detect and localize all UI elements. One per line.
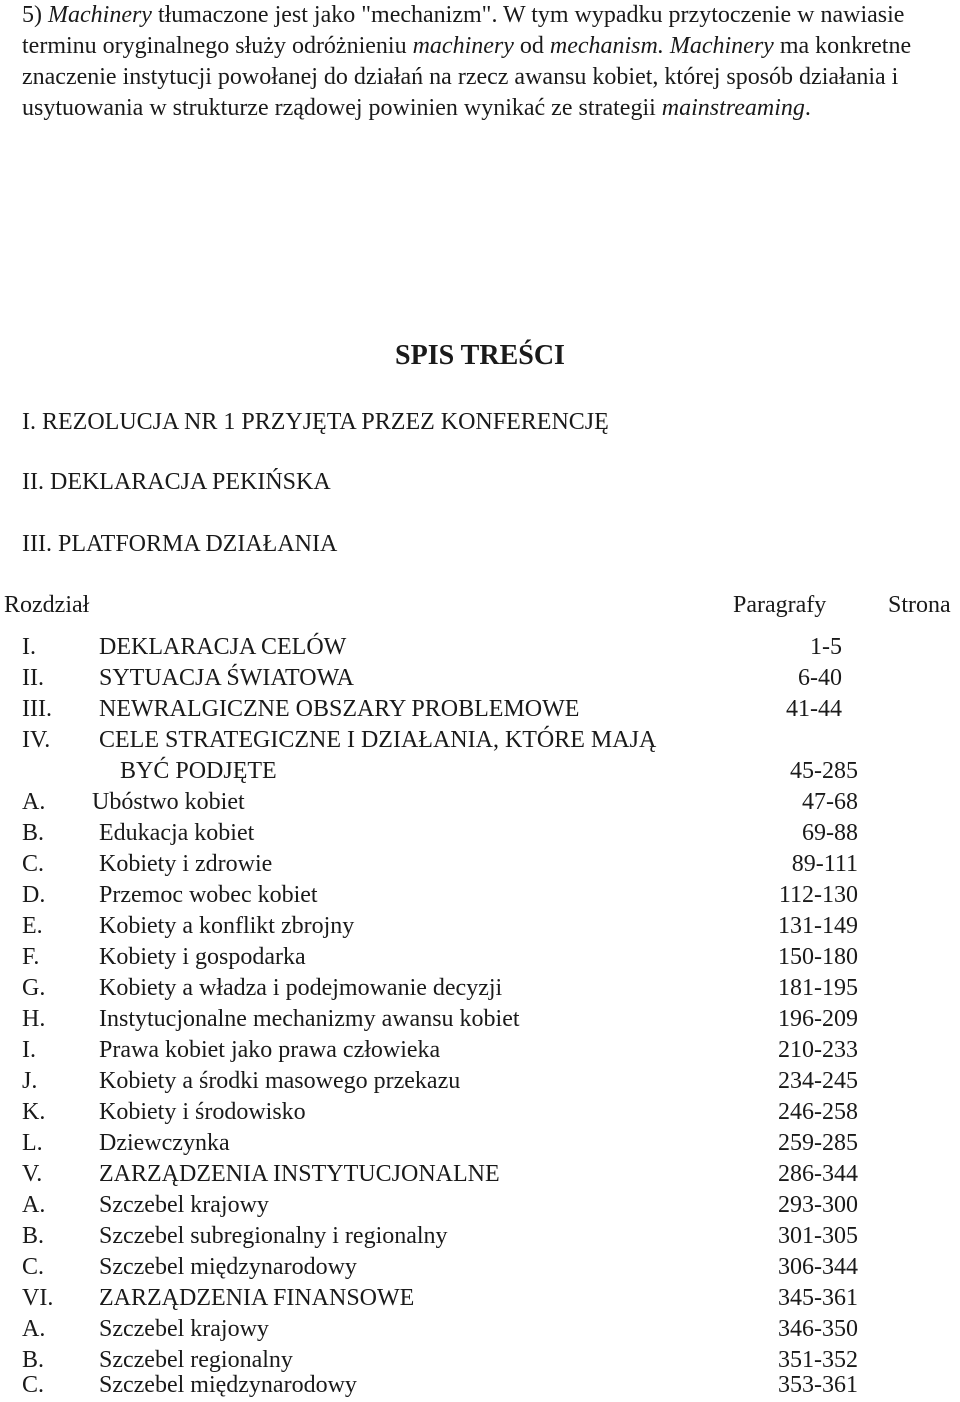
footnote-text: od (513, 33, 550, 59)
row-title: Szczebel międzynarodowy (99, 1372, 357, 1398)
row-paragraphs: 293-300 (778, 1192, 858, 1218)
row-number: B. (22, 1223, 45, 1249)
footnote-number: 5) (22, 2, 42, 28)
row-title: ZARZĄDZENIA FINANSOWE (99, 1285, 415, 1311)
row-title: ZARZĄDZENIA INSTYTUCJONALNE (99, 1161, 500, 1187)
toc-part-1: I. REZOLUCJA NR 1 PRZYJĘTA PRZEZ KONFERENCJĘ (22, 409, 609, 435)
row-title: Szczebel regionalny (99, 1347, 293, 1373)
footnote-text: . (804, 95, 811, 121)
row-number: B. (22, 820, 45, 846)
row-number: D. (22, 882, 46, 908)
footnote-text: tłumaczone jest jako "mechanizm". W tym wypadku przytoczenie w nawiasie terminu oryginalnego służy odróżnieniu (22, 2, 905, 59)
toc-row (0, 1314, 960, 1345)
row-number: A. (22, 1192, 46, 1218)
row-paragraphs: 131-149 (778, 913, 858, 939)
row-number: J. (22, 1068, 38, 1094)
row-paragraphs: 150-180 (778, 944, 858, 970)
row-number: VI. (22, 1285, 54, 1311)
toc-row (0, 1283, 960, 1314)
row-number: B. (22, 1347, 45, 1373)
row-number: V. (22, 1161, 43, 1187)
row-title: Instytucjonalne mechanizmy awansu kobiet (99, 1006, 520, 1032)
row-title: Kobiety a środki masowego przekazu (99, 1068, 461, 1094)
row-paragraphs: 47-68 (802, 789, 858, 815)
row-paragraphs: 346-350 (778, 1316, 858, 1342)
row-paragraphs: 210-233 (778, 1037, 858, 1063)
row-title: BYĆ PODJĘTE (120, 758, 277, 784)
row-paragraphs: 234-245 (778, 1068, 858, 1094)
row-title: CELE STRATEGICZNE I DZIAŁANIA, KTÓRE MAJĄ (99, 727, 657, 753)
row-number: I. (22, 634, 36, 660)
term-mainstreaming: mainstreaming (661, 95, 805, 121)
row-paragraphs: 259-285 (778, 1130, 858, 1156)
row-paragraphs: 89-111 (791, 851, 858, 877)
row-paragraphs: 45-285 (790, 758, 858, 784)
term-machinery: Machinery (669, 33, 774, 59)
row-title: Kobiety a konflikt zbrojny (99, 913, 355, 939)
toc-row (0, 973, 960, 1004)
row-title: Szczebel subregionalny i regionalny (99, 1223, 448, 1249)
toc-row (0, 1128, 960, 1159)
row-title: Kobiety i środowisko (99, 1099, 306, 1125)
toc-row (0, 849, 960, 880)
row-title: Szczebel międzynarodowy (99, 1254, 357, 1280)
row-paragraphs: 112-130 (778, 882, 858, 908)
toc-part-2: II. DEKLARACJA PEKIŃSKA (22, 469, 331, 495)
row-number: C. (22, 1372, 45, 1398)
toc-row (0, 1097, 960, 1128)
row-number: A. (22, 789, 46, 815)
row-paragraphs: 41-44 (786, 696, 842, 722)
row-paragraphs: 286-344 (778, 1161, 858, 1187)
toc-row (0, 1035, 960, 1066)
term-machinery: machinery (412, 33, 514, 59)
row-title: Prawa kobiet jako prawa człowieka (99, 1037, 441, 1063)
row-paragraphs: 1-5 (810, 634, 842, 660)
row-paragraphs: 6-40 (798, 665, 842, 691)
row-number: II. (22, 665, 44, 691)
toc-row (0, 942, 960, 973)
toc-row (0, 1159, 960, 1190)
row-paragraphs: 246-258 (778, 1099, 858, 1125)
row-number: I. (22, 1037, 36, 1063)
row-number: G. (22, 975, 46, 1001)
row-title: Kobiety a władza i podejmowanie decyzji (99, 975, 503, 1001)
row-title: Edukacja kobiet (99, 820, 255, 846)
toc-row (0, 880, 960, 911)
row-title: NEWRALGICZNE OBSZARY PROBLEMOWE (99, 696, 580, 722)
row-paragraphs: 196-209 (778, 1006, 858, 1032)
term-mechanism: mechanism. (549, 33, 664, 59)
row-number: E. (22, 913, 43, 939)
toc-row (0, 1190, 960, 1221)
toc-row (0, 787, 960, 818)
toc-part-3: III. PLATFORMA DZIAŁANIA (22, 531, 338, 557)
row-number: III. (22, 696, 52, 722)
row-title: Przemoc wobec kobiet (99, 882, 318, 908)
column-header-page: Strona (888, 592, 951, 618)
row-title: Dziewczynka (99, 1130, 230, 1156)
row-title: Kobiety i gospodarka (99, 944, 306, 970)
row-title: Szczebel krajowy (99, 1316, 269, 1342)
toc-row (0, 1370, 960, 1401)
toc-row (0, 632, 960, 663)
row-paragraphs: 353-361 (778, 1372, 858, 1398)
toc-row (0, 818, 960, 849)
row-paragraphs: 301-305 (778, 1223, 858, 1249)
toc-row (0, 725, 960, 756)
row-number: IV. (22, 727, 51, 753)
toc-row (0, 663, 960, 694)
row-paragraphs: 351-352 (778, 1347, 858, 1373)
row-number: K. (22, 1099, 46, 1125)
row-number: C. (22, 851, 45, 877)
column-header-chapter: Rozdział (4, 592, 90, 618)
row-paragraphs: 69-88 (802, 820, 858, 846)
row-number: A. (22, 1316, 46, 1342)
row-number: H. (22, 1006, 46, 1032)
toc-row (0, 1252, 960, 1283)
row-paragraphs: 306-344 (778, 1254, 858, 1280)
row-number: C. (22, 1254, 45, 1280)
toc-title: SPIS TREŚCI (395, 340, 565, 371)
row-number: L. (22, 1130, 43, 1156)
row-title: SYTUACJA ŚWIATOWA (99, 665, 354, 691)
row-number: F. (22, 944, 40, 970)
toc-row (0, 694, 960, 725)
term-machinery: Machinery (48, 2, 152, 28)
row-paragraphs: 181-195 (778, 975, 858, 1001)
toc-row (0, 756, 960, 787)
toc-row (0, 911, 960, 942)
row-title: Kobiety i zdrowie (99, 851, 273, 877)
footnote-text: ma konkretne znaczenie instytucji powołanej do działań na rzecz awansu kobiet, której sposób działania i usytuowania w strukturze rządowej powinien wynikać ze strategii (22, 33, 912, 121)
footnote (22, 0, 942, 124)
toc-row (0, 1066, 960, 1097)
toc-row (0, 1221, 960, 1252)
row-title: Szczebel krajowy (99, 1192, 269, 1218)
column-header-paragraphs: Paragrafy (733, 592, 827, 618)
toc-row (0, 1004, 960, 1035)
row-title: DEKLARACJA CELÓW (99, 634, 347, 660)
row-paragraphs: 345-361 (778, 1285, 858, 1311)
row-title: Ubóstwo kobiet (92, 789, 245, 815)
